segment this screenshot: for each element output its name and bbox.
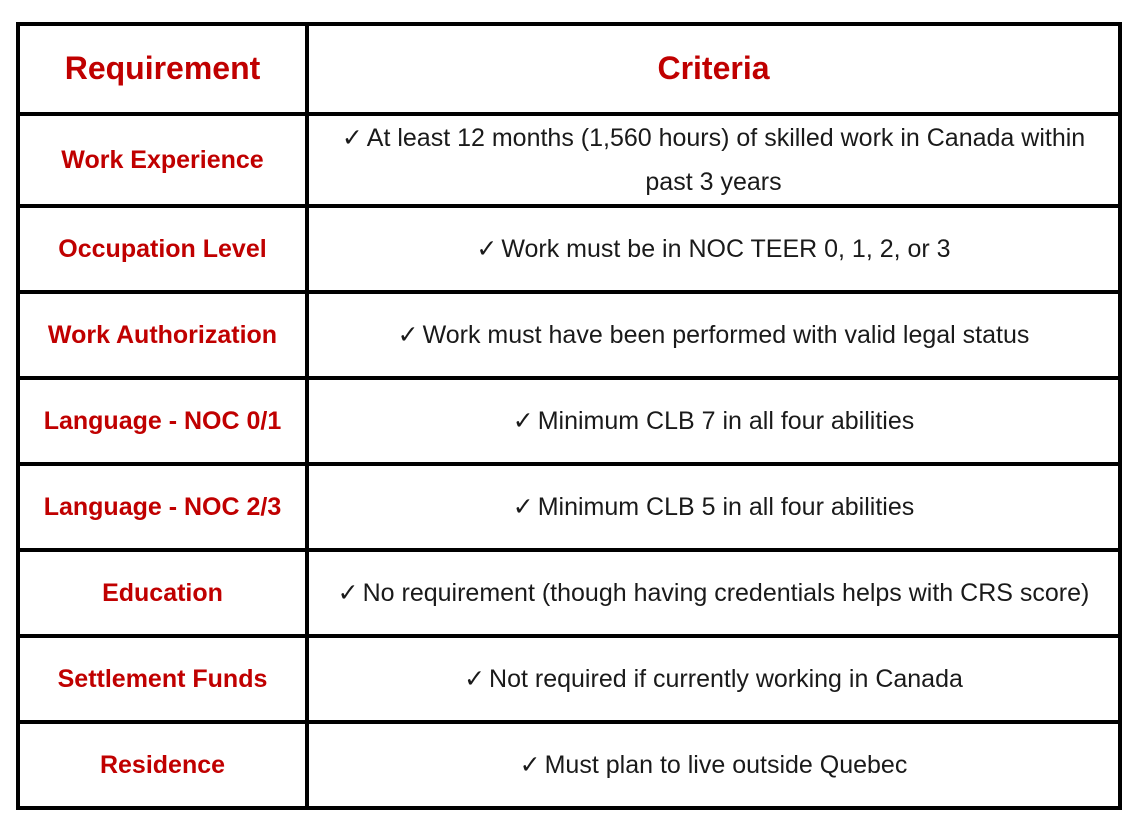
requirements-table-container [16, 22, 1118, 808]
criteria-text: Must plan to live outside Quebec [544, 751, 908, 779]
check-icon: ✓ [476, 235, 498, 263]
check-icon: ✓ [397, 321, 419, 349]
criteria-text: Work must have been performed with valid legal status [422, 321, 1030, 349]
criteria-cell [307, 292, 1120, 378]
criteria-text: Minimum CLB 7 in all four abilities [537, 407, 915, 435]
check-icon: ✓ [512, 407, 534, 435]
criteria-text: No requirement (though having credentials helps with CRS score) [362, 579, 1090, 607]
table-row [18, 292, 1120, 378]
requirement-cell: Residence [18, 722, 307, 808]
table-row [18, 464, 1120, 550]
check-icon: ✓ [464, 665, 486, 693]
criteria-text: Minimum CLB 5 in all four abilities [537, 493, 915, 521]
table-header-row [18, 24, 1120, 114]
check-icon: ✓ [337, 579, 359, 607]
check-icon: ✓ [519, 751, 541, 779]
criteria-cell [307, 206, 1120, 292]
criteria-cell [307, 378, 1120, 464]
requirement-cell: Work Authorization [18, 292, 307, 378]
requirement-cell: Language - NOC 2/3 [18, 464, 307, 550]
table-row [18, 378, 1120, 464]
criteria-cell [307, 550, 1120, 636]
criteria-cell [307, 722, 1120, 808]
criteria-text: Not required if currently working in Canada [489, 665, 963, 693]
table-row [18, 206, 1120, 292]
table-row [18, 722, 1120, 808]
requirement-cell: Language - NOC 0/1 [18, 378, 307, 464]
header-requirement: Requirement [18, 24, 307, 114]
criteria-cell [307, 464, 1120, 550]
criteria-cell [307, 636, 1120, 722]
check-icon: ✓ [341, 124, 363, 152]
header-criteria: Criteria [307, 24, 1120, 114]
criteria-cell [307, 114, 1120, 206]
requirement-cell: Occupation Level [18, 206, 307, 292]
requirement-cell: Work Experience [18, 114, 307, 206]
table-row [18, 114, 1120, 206]
requirement-cell: Education [18, 550, 307, 636]
check-icon: ✓ [512, 493, 534, 521]
criteria-text: Work must be in NOC TEER 0, 1, 2, or 3 [501, 235, 951, 263]
requirement-cell: Settlement Funds [18, 636, 307, 722]
requirements-table [16, 22, 1122, 810]
table-row [18, 550, 1120, 636]
table-row [18, 636, 1120, 722]
criteria-text: At least 12 months (1,560 hours) of skilled work in Canada within past 3 years [366, 124, 1086, 196]
